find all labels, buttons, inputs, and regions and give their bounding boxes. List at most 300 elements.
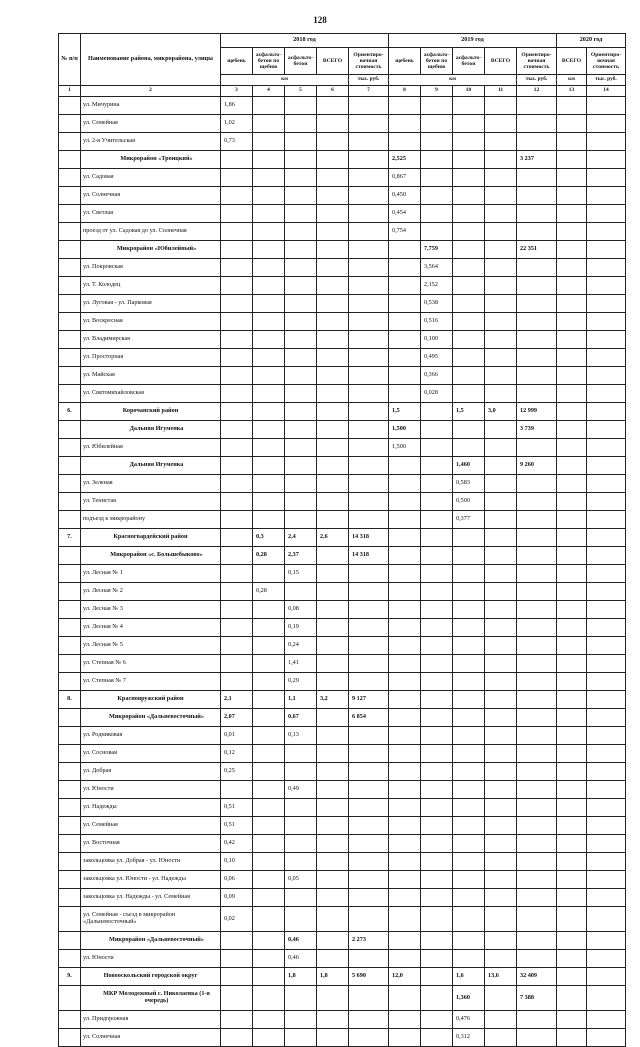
row-value <box>517 367 557 385</box>
row-value <box>453 259 485 277</box>
row-value <box>485 799 517 817</box>
row-value: 0,13 <box>285 727 317 745</box>
row-value <box>485 727 517 745</box>
row-name: Краснояружский район <box>81 691 221 709</box>
row-value <box>253 799 285 817</box>
row-value <box>285 1029 317 1047</box>
row-value <box>421 691 453 709</box>
row-number <box>59 115 81 133</box>
row-value: 7 388 <box>517 986 557 1011</box>
row-value <box>317 950 349 968</box>
row-value <box>557 115 587 133</box>
header-col: Ориентиро-вочная стоимость <box>517 48 557 75</box>
row-name: ул. Садовая <box>81 169 221 187</box>
row-name: ул. Майская <box>81 367 221 385</box>
row-value <box>453 673 485 691</box>
header-col: асфальто-бетон по щебню <box>253 48 285 75</box>
row-value <box>557 799 587 817</box>
row-value <box>317 655 349 673</box>
row-value: 1,02 <box>221 115 253 133</box>
row-value: 1,8 <box>317 968 349 986</box>
row-value: 3,0 <box>485 403 517 421</box>
row-value <box>587 151 626 169</box>
row-value <box>557 313 587 331</box>
row-number <box>59 241 81 259</box>
column-number: 5 <box>285 86 317 97</box>
row-number <box>59 547 81 565</box>
row-value <box>389 673 421 691</box>
row-value: 0,377 <box>453 511 485 529</box>
row-value <box>453 799 485 817</box>
row-value: 0,583 <box>453 475 485 493</box>
row-value <box>349 637 389 655</box>
row-value <box>485 950 517 968</box>
row-value <box>221 277 253 295</box>
row-value <box>517 781 557 799</box>
row-name: ул. Покровская <box>81 259 221 277</box>
row-value <box>389 691 421 709</box>
row-value: 1,41 <box>285 655 317 673</box>
row-value <box>587 709 626 727</box>
row-value <box>285 889 317 907</box>
row-value <box>421 799 453 817</box>
row-value <box>453 763 485 781</box>
table-row <box>59 349 626 367</box>
row-value <box>349 421 389 439</box>
row-value <box>349 907 389 932</box>
row-value <box>253 619 285 637</box>
row-value <box>253 151 285 169</box>
row-value <box>285 205 317 223</box>
row-value <box>389 241 421 259</box>
row-name: Красногвардейский район <box>81 529 221 547</box>
row-value <box>221 169 253 187</box>
row-value <box>557 331 587 349</box>
row-number <box>59 986 81 1011</box>
row-number <box>59 223 81 241</box>
row-value <box>421 601 453 619</box>
row-value <box>221 1029 253 1047</box>
row-value <box>453 187 485 205</box>
row-value <box>253 601 285 619</box>
row-value <box>221 295 253 313</box>
row-value <box>557 691 587 709</box>
row-value <box>587 583 626 601</box>
row-value: 14 318 <box>349 529 389 547</box>
row-value <box>349 889 389 907</box>
header-unit-km: км <box>389 75 517 86</box>
row-value: 1,1 <box>285 691 317 709</box>
row-value: 0,29 <box>285 673 317 691</box>
row-value <box>221 601 253 619</box>
row-value <box>317 565 349 583</box>
row-value <box>285 97 317 115</box>
row-value <box>317 817 349 835</box>
row-value: 0,08 <box>285 601 317 619</box>
row-value <box>587 968 626 986</box>
row-name: подъезд к микрорайону <box>81 511 221 529</box>
row-value <box>587 223 626 241</box>
row-name: закольцовка ул. Надежды - ул. Семейная <box>81 889 221 907</box>
row-value <box>557 349 587 367</box>
row-value: 0,867 <box>389 169 421 187</box>
header-year-2020: 2020 год <box>557 34 626 48</box>
row-number <box>59 421 81 439</box>
row-value <box>285 439 317 457</box>
table-row <box>59 313 626 331</box>
row-value <box>349 619 389 637</box>
table-row <box>59 871 626 889</box>
row-value <box>285 1011 317 1029</box>
row-value <box>349 1011 389 1029</box>
row-value <box>485 565 517 583</box>
row-value <box>453 619 485 637</box>
row-value <box>421 637 453 655</box>
row-value <box>485 187 517 205</box>
table-row <box>59 907 626 932</box>
row-value <box>421 968 453 986</box>
row-value <box>587 799 626 817</box>
row-value: 0,476 <box>453 1011 485 1029</box>
row-value <box>285 853 317 871</box>
row-name: Микрорайон «Троицкий» <box>81 151 221 169</box>
row-value <box>349 349 389 367</box>
row-value <box>587 853 626 871</box>
row-value <box>453 349 485 367</box>
row-value <box>587 547 626 565</box>
row-value <box>317 781 349 799</box>
row-value <box>587 115 626 133</box>
row-name: ул. Солнечная <box>81 187 221 205</box>
row-value <box>517 817 557 835</box>
row-value <box>587 529 626 547</box>
row-number <box>59 853 81 871</box>
row-value <box>253 871 285 889</box>
row-value <box>389 950 421 968</box>
row-value <box>517 889 557 907</box>
row-value <box>453 835 485 853</box>
row-value <box>485 151 517 169</box>
header-col: ВСЕГО <box>317 48 349 75</box>
row-value: 0,100 <box>421 331 453 349</box>
row-value <box>317 457 349 475</box>
row-value <box>517 655 557 673</box>
row-value <box>587 493 626 511</box>
row-value <box>389 986 421 1011</box>
row-value <box>557 583 587 601</box>
row-value <box>317 223 349 241</box>
row-value <box>485 439 517 457</box>
row-name: проезд от ул. Садовая до ул. Солнечная <box>81 223 221 241</box>
row-value <box>317 853 349 871</box>
row-value <box>389 547 421 565</box>
row-value <box>421 835 453 853</box>
row-value <box>253 763 285 781</box>
row-value <box>317 295 349 313</box>
row-value <box>349 727 389 745</box>
row-value <box>285 187 317 205</box>
row-value <box>349 187 389 205</box>
row-value <box>349 223 389 241</box>
table-row <box>59 763 626 781</box>
row-value <box>587 745 626 763</box>
table-row <box>59 187 626 205</box>
table-row <box>59 457 626 475</box>
row-value <box>557 385 587 403</box>
row-value: 3 739 <box>517 421 557 439</box>
row-value <box>557 133 587 151</box>
row-value <box>317 889 349 907</box>
row-value <box>557 889 587 907</box>
row-value <box>389 1029 421 1047</box>
row-value <box>349 871 389 889</box>
row-value <box>221 313 253 331</box>
row-number <box>59 367 81 385</box>
row-value <box>517 1011 557 1029</box>
row-number <box>59 932 81 950</box>
row-value <box>317 241 349 259</box>
row-value: 1,500 <box>389 421 421 439</box>
row-value <box>587 601 626 619</box>
table-row <box>59 511 626 529</box>
row-value <box>253 133 285 151</box>
row-value <box>221 439 253 457</box>
row-value <box>349 295 389 313</box>
row-value <box>349 745 389 763</box>
row-value: 0,516 <box>421 313 453 331</box>
row-value <box>285 403 317 421</box>
row-number <box>59 655 81 673</box>
row-value <box>453 169 485 187</box>
row-value <box>253 889 285 907</box>
row-value <box>557 727 587 745</box>
row-value <box>421 817 453 835</box>
row-value: 0,312 <box>453 1029 485 1047</box>
row-value <box>453 529 485 547</box>
row-value <box>285 907 317 932</box>
table-row <box>59 385 626 403</box>
table-row <box>59 709 626 727</box>
row-name: ул. Семейная <box>81 115 221 133</box>
row-value <box>517 439 557 457</box>
row-value <box>253 968 285 986</box>
row-value <box>317 835 349 853</box>
column-number: 14 <box>587 86 626 97</box>
row-value: 0,42 <box>221 835 253 853</box>
table-row <box>59 205 626 223</box>
row-value <box>517 1029 557 1047</box>
row-value <box>485 97 517 115</box>
row-value <box>453 547 485 565</box>
row-number <box>59 673 81 691</box>
row-value <box>517 835 557 853</box>
row-value <box>517 475 557 493</box>
row-value <box>557 529 587 547</box>
row-number <box>59 493 81 511</box>
row-value <box>485 835 517 853</box>
row-value <box>389 295 421 313</box>
row-value <box>587 511 626 529</box>
row-value <box>253 835 285 853</box>
table-row <box>59 691 626 709</box>
row-number: 7. <box>59 529 81 547</box>
row-number: 9. <box>59 968 81 986</box>
row-value <box>485 601 517 619</box>
row-value <box>517 583 557 601</box>
row-value <box>253 367 285 385</box>
row-number <box>59 950 81 968</box>
row-value <box>557 493 587 511</box>
row-value <box>485 367 517 385</box>
header-col: Ориентиро-вочная стоимость <box>587 48 626 75</box>
row-value <box>421 583 453 601</box>
row-value: 0,495 <box>421 349 453 367</box>
row-value <box>557 1029 587 1047</box>
row-value <box>557 655 587 673</box>
row-value <box>485 223 517 241</box>
row-value <box>317 493 349 511</box>
table-row <box>59 115 626 133</box>
row-value <box>453 367 485 385</box>
row-value <box>453 313 485 331</box>
row-value <box>557 223 587 241</box>
row-value <box>517 205 557 223</box>
column-number: 12 <box>517 86 557 97</box>
table-row <box>59 727 626 745</box>
row-value <box>421 439 453 457</box>
row-name: ул. Надежды <box>81 799 221 817</box>
row-value <box>517 619 557 637</box>
row-value <box>517 799 557 817</box>
row-value: 1,5 <box>389 403 421 421</box>
row-value <box>557 565 587 583</box>
row-number <box>59 97 81 115</box>
row-value <box>557 601 587 619</box>
header-col: щебень <box>389 48 421 75</box>
row-value <box>221 583 253 601</box>
row-value <box>557 457 587 475</box>
row-value <box>349 439 389 457</box>
row-value <box>453 439 485 457</box>
row-name: ул. Лесная № 4 <box>81 619 221 637</box>
table-row <box>59 97 626 115</box>
row-value: 32 409 <box>517 968 557 986</box>
table-row <box>59 637 626 655</box>
row-number <box>59 889 81 907</box>
row-value <box>253 241 285 259</box>
row-value <box>557 950 587 968</box>
row-value <box>587 619 626 637</box>
row-number <box>59 205 81 223</box>
row-value <box>253 745 285 763</box>
row-value <box>317 169 349 187</box>
row-value <box>389 763 421 781</box>
row-number <box>59 277 81 295</box>
row-value: 0,450 <box>389 187 421 205</box>
row-value: 0,67 <box>285 709 317 727</box>
row-value: 1,86 <box>221 97 253 115</box>
table-row <box>59 932 626 950</box>
row-number <box>59 583 81 601</box>
row-value <box>349 601 389 619</box>
row-name: ул. Лесная № 3 <box>81 601 221 619</box>
row-value <box>485 277 517 295</box>
row-value <box>317 673 349 691</box>
row-value <box>421 709 453 727</box>
header-year-2019: 2019 год <box>389 34 557 48</box>
row-value <box>421 889 453 907</box>
row-value <box>389 619 421 637</box>
row-value <box>587 403 626 421</box>
row-value <box>517 745 557 763</box>
row-value <box>557 817 587 835</box>
row-value <box>517 259 557 277</box>
header-unit-cost: тыс. руб. <box>517 75 557 86</box>
row-name: ул. Степная № 6 <box>81 655 221 673</box>
row-value <box>253 295 285 313</box>
table-row <box>59 295 626 313</box>
row-value <box>587 727 626 745</box>
table-row <box>59 439 626 457</box>
table-row <box>59 259 626 277</box>
header-num: № п/п <box>59 34 81 86</box>
table-row <box>59 781 626 799</box>
row-value <box>285 295 317 313</box>
header-name: Наименование района, микрорайона, улицы <box>81 34 221 86</box>
row-value <box>285 313 317 331</box>
row-value <box>253 1011 285 1029</box>
row-value <box>389 475 421 493</box>
header-col: Ориентиро-вочная стоимость <box>349 48 389 75</box>
row-name: МКР Молодежный с. Николаевка (1-я очередь) <box>81 986 221 1011</box>
header-col: асфальто-бетон <box>285 48 317 75</box>
row-number <box>59 349 81 367</box>
row-value <box>349 115 389 133</box>
row-value <box>421 871 453 889</box>
row-value <box>453 817 485 835</box>
row-value: 0,01 <box>221 727 253 745</box>
row-value <box>253 637 285 655</box>
row-value <box>517 313 557 331</box>
row-value <box>349 205 389 223</box>
row-value <box>285 511 317 529</box>
row-value: 0,538 <box>421 295 453 313</box>
row-value <box>517 601 557 619</box>
row-value <box>421 457 453 475</box>
row-value <box>557 475 587 493</box>
row-number <box>59 781 81 799</box>
row-number <box>59 601 81 619</box>
row-value <box>485 169 517 187</box>
row-value <box>317 403 349 421</box>
row-name: Корочанский район <box>81 403 221 421</box>
row-value <box>421 727 453 745</box>
row-value: 2,6 <box>317 529 349 547</box>
column-number: 3 <box>221 86 253 97</box>
row-value: 1,8 <box>285 968 317 986</box>
row-value <box>421 907 453 932</box>
table-row <box>59 493 626 511</box>
row-number <box>59 763 81 781</box>
row-value <box>221 367 253 385</box>
row-value <box>317 439 349 457</box>
row-value <box>517 565 557 583</box>
row-value <box>453 331 485 349</box>
row-value <box>557 151 587 169</box>
row-value <box>317 547 349 565</box>
row-value: 1,460 <box>453 457 485 475</box>
row-value <box>389 133 421 151</box>
